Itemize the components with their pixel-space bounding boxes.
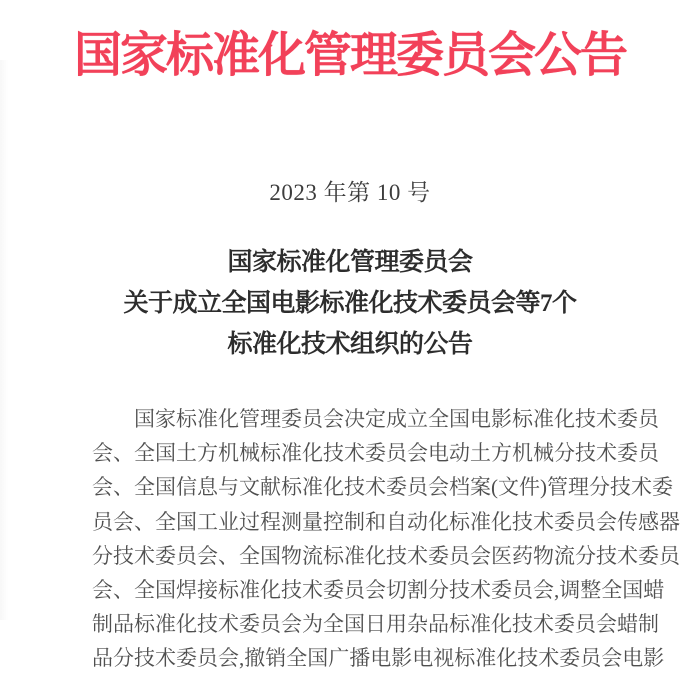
body-text-line: 会、全国土方机械标准化技术委员会电动土方机械分技术委员 — [92, 441, 659, 466]
body-text-line: 国家标准化管理委员会决定成立全国电影标准化技术委员 — [134, 407, 659, 431]
body-text-line: 制品标准化技术委员会为全国日用杂品标准化技术委员会蜡制 — [92, 612, 659, 637]
document-title — [0, 242, 700, 365]
masthead-title: 国家标准化管理委员会公告 — [73, 29, 626, 82]
body-text-line: 分技术委员会、全国物流标准化技术委员会医药物流分技术委员 — [92, 543, 680, 568]
document-title-line: 关于成立全国电影标准化技术委员会等7个 — [123, 290, 577, 317]
body-text-line: 品分技术委员会,撤销全国广播电影电视标准化技术委员会电影 — [92, 646, 665, 671]
body-text-line: 会、全国焊接标准化技术委员会切割分技术委员会,调整全国蜡 — [92, 578, 665, 603]
issue-number: 2023 年第 10 号 — [269, 180, 431, 205]
body-paragraph — [92, 402, 680, 676]
body-text-line: 员会、全国工业过程测量控制和自动化标准化技术委员会传感器 — [92, 509, 680, 534]
document-title-line: 标准化技术组织的公告 — [227, 331, 473, 358]
document-title-line: 国家标准化管理委员会 — [227, 249, 473, 276]
body-text-line: 会、全国信息与文献标准化技术委员会档案(文件)管理分技术委 — [92, 475, 673, 500]
